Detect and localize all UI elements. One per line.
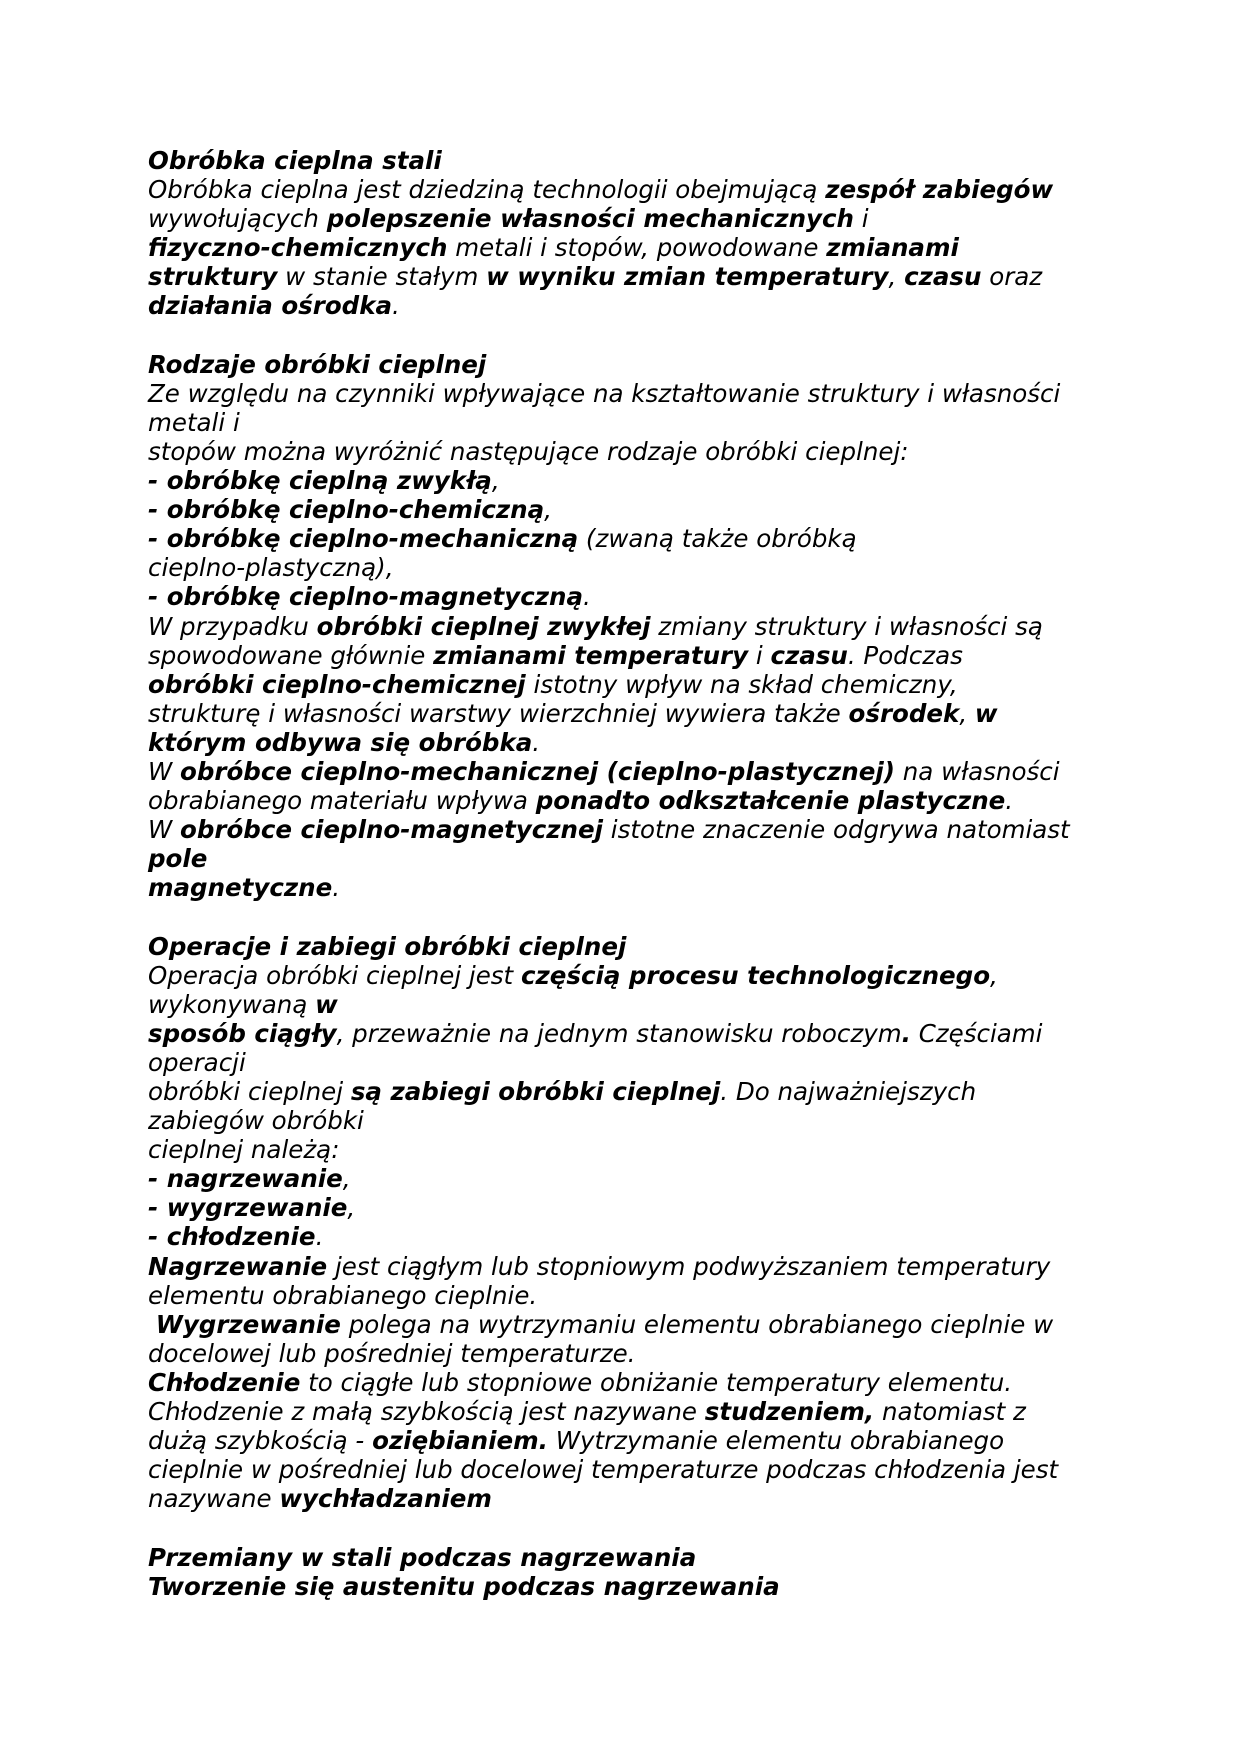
paragraph-line: nazywane wychładzaniem bbox=[148, 1484, 492, 1514]
paragraph-line: struktury w stanie stałym w wyniku zmian temperatury, czasu oraz bbox=[148, 262, 1043, 292]
paragraph-line: fizyczno-chemicznych metali i stopów, powodowane zmianami bbox=[148, 233, 959, 263]
section-title: Przemiany w stali podczas nagrzewania bbox=[148, 1542, 697, 1572]
paragraph-line: magnetyczne. bbox=[148, 873, 340, 903]
paragraph-line: docelowej lub pośredniej temperaturze. bbox=[148, 1338, 636, 1368]
paragraph-line: strukturę i własności warstwy wierzchniej wywiera także ośrodek, w bbox=[148, 698, 998, 728]
paragraph-line: Chłodzenie z małą szybkością jest nazywane studzeniem, natomiast z bbox=[148, 1397, 1026, 1427]
paragraph-line: spowodowane głównie zmianami temperatury i czasu. Podczas bbox=[148, 640, 963, 670]
list-item: - obróbkę cieplno-magnetyczną. bbox=[148, 582, 591, 612]
list-item: - obróbkę cieplno-mechaniczną (zwaną także obróbką bbox=[148, 524, 857, 554]
paragraph-line: elementu obrabianego cieplnie. bbox=[148, 1280, 538, 1310]
paragraph-line: W przypadku obróbki cieplnej zwykłej zmiany struktury i własności są bbox=[148, 611, 1043, 641]
section-title: Rodzaje obróbki cieplnej bbox=[148, 349, 487, 379]
paragraph-line: wywołujących polepszenie własności mechanicznych i bbox=[148, 204, 869, 234]
list-item-continuation: cieplno-plastyczną), bbox=[148, 553, 394, 583]
paragraph-line: cieplnie w pośredniej lub docelowej temperaturze podczas chłodzenia jest bbox=[148, 1455, 1059, 1485]
section-subtitle: Tworzenie się austenitu podczas nagrzewania bbox=[148, 1571, 780, 1601]
paragraph-line: metali i bbox=[148, 407, 240, 437]
document-page bbox=[148, 146, 1138, 1601]
paragraph-line: obrabianego materiału wpływa ponadto odkształcenie plastyczne. bbox=[148, 786, 1014, 816]
paragraph-line: Chłodzenie to ciągłe lub stopniowe obniżanie temperatury elementu. bbox=[148, 1367, 1013, 1397]
section-title: Obróbka cieplna stali bbox=[148, 146, 442, 175]
list-item: - chłodzenie. bbox=[148, 1222, 324, 1252]
paragraph-line: operacji bbox=[148, 1047, 246, 1077]
paragraph-line: dużą szybkością - oziębianiem. Wytrzymanie elementu obrabianego bbox=[148, 1426, 1005, 1456]
paragraph-line: zabiegów obróbki bbox=[148, 1106, 364, 1136]
paragraph-line: obróbki cieplno-chemicznej istotny wpływ na skład chemiczny, bbox=[148, 669, 958, 699]
paragraph-line: W obróbce cieplno-mechanicznej (cieplno-plastycznej) na własności bbox=[148, 756, 1060, 786]
paragraph-line: Ze względu na czynniki wpływające na kształtowanie struktury i własności bbox=[148, 378, 1061, 408]
paragraph-line: którym odbywa się obróbka. bbox=[148, 727, 541, 757]
list-item: - nagrzewanie, bbox=[148, 1164, 351, 1194]
paragraph-line: działania ośrodka. bbox=[148, 291, 400, 321]
paragraph-line: Wygrzewanie polega na wytrzymaniu elementu obrabianego cieplnie w bbox=[155, 1309, 1054, 1339]
paragraph-line: Operacja obróbki cieplnej jest częścią procesu technologicznego, bbox=[148, 960, 998, 990]
paragraph-line: stopów można wyróżnić następujące rodzaje obróbki cieplnej: bbox=[148, 436, 909, 466]
paragraph-line: cieplnej należą: bbox=[148, 1135, 340, 1165]
section-title: Operacje i zabiegi obróbki cieplnej bbox=[148, 931, 627, 961]
paragraph-line: wykonywaną w bbox=[148, 989, 338, 1019]
paragraph-line: pole bbox=[148, 844, 208, 874]
list-item: - obróbkę cieplną zwykłą, bbox=[148, 466, 500, 496]
paragraph-line: W obróbce cieplno-magnetycznej istotne znaczenie odgrywa natomiast bbox=[148, 815, 1070, 845]
paragraph-line: obróbki cieplnej są zabiegi obróbki cieplnej. Do najważniejszych bbox=[148, 1077, 977, 1106]
paragraph-line: sposób ciągły, przeważnie na jednym stanowisku roboczym. Częściami bbox=[148, 1018, 1043, 1048]
list-item: - obróbkę cieplno-chemiczną, bbox=[148, 495, 552, 525]
paragraph-line: Nagrzewanie jest ciągłym lub stopniowym podwyższaniem temperatury bbox=[148, 1251, 1051, 1281]
paragraph-line: Obróbka cieplna jest dziedziną technologii obejmującą zespół zabiegów bbox=[148, 175, 1054, 205]
list-item: - wygrzewanie, bbox=[148, 1193, 356, 1223]
